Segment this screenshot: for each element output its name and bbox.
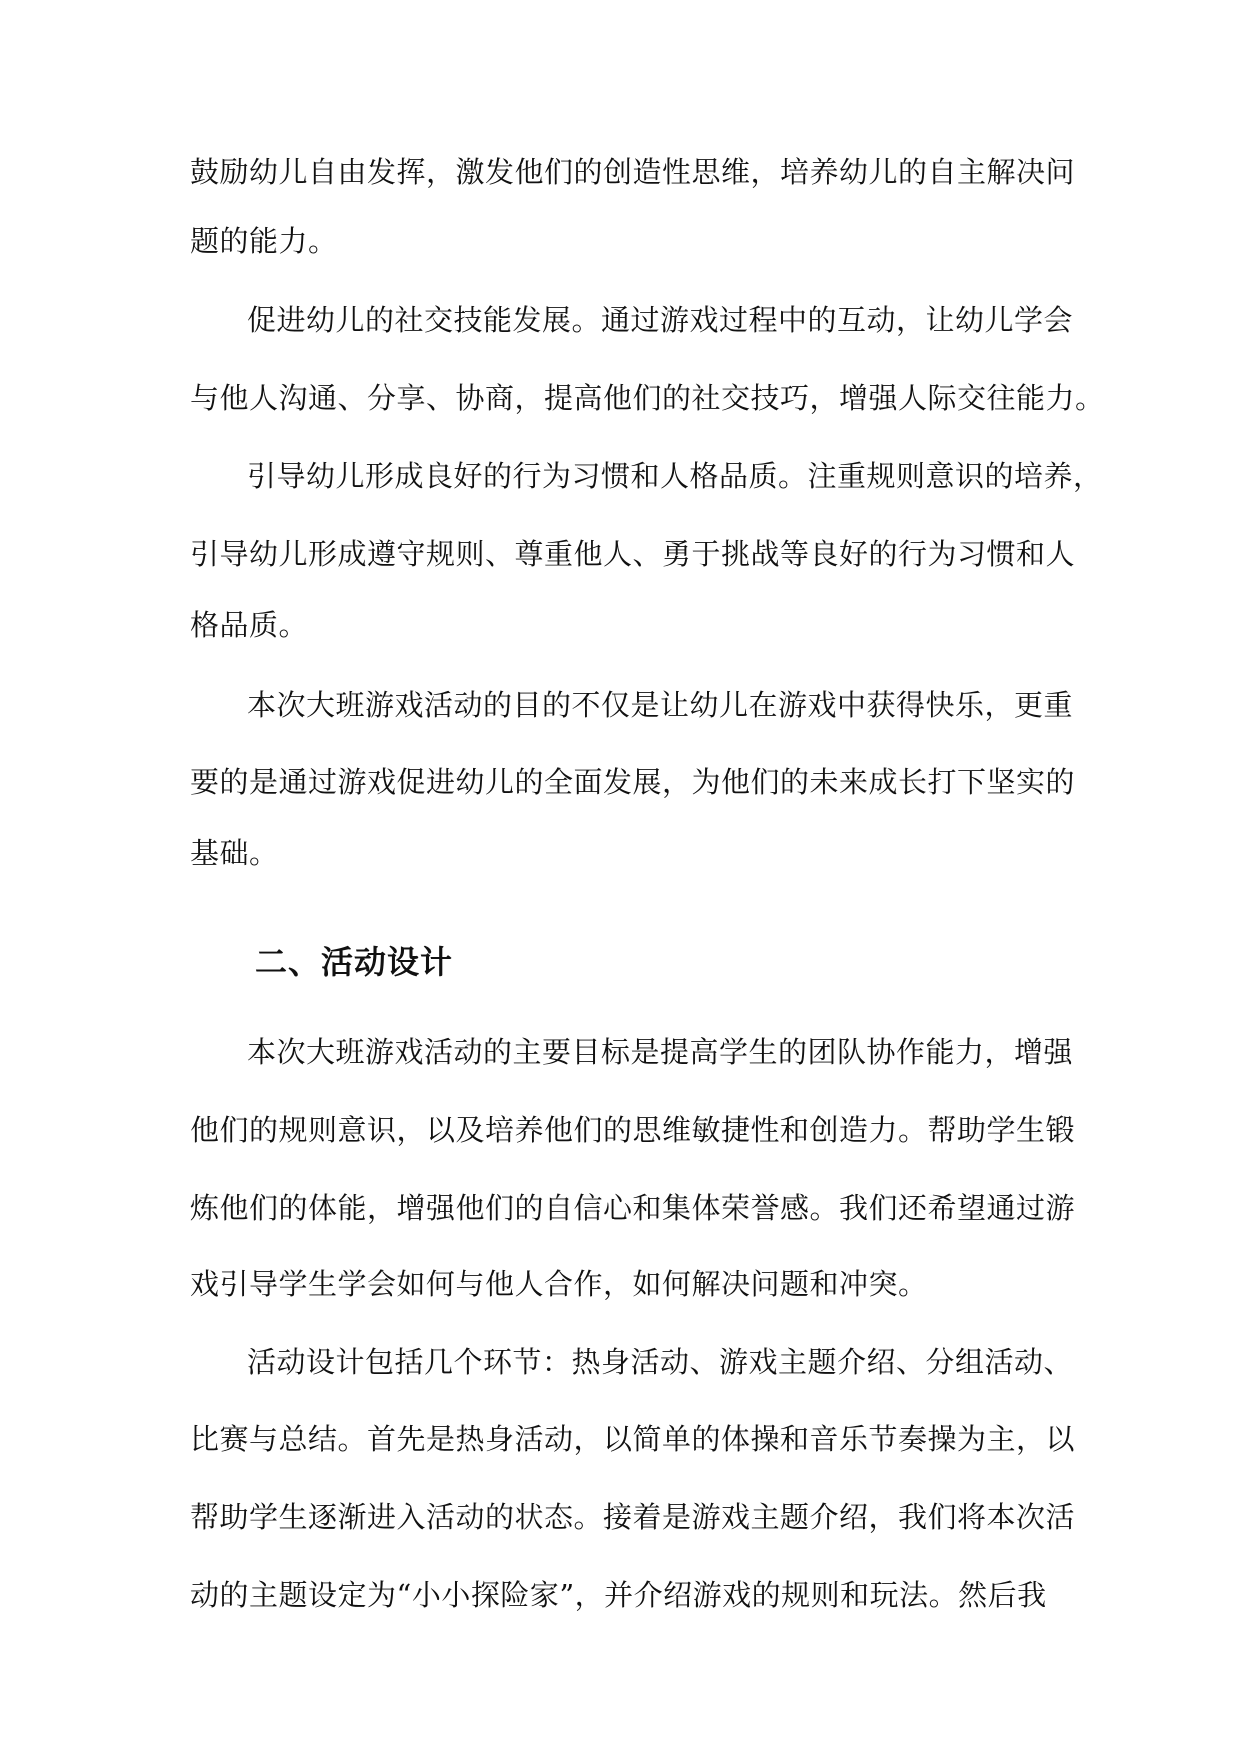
paragraph-line: 本次大班游戏活动的目的不仅是让幼儿在游戏中获得快乐，更重 xyxy=(247,688,1074,722)
paragraph-line: 戏引导学生学会如何与他人合作，如何解决问题和冲突。 xyxy=(190,1267,928,1301)
paragraph-line: 格品质。 xyxy=(190,608,309,642)
paragraph-line: 促进幼儿的社交技能发展。通过游戏过程中的互动，让幼儿学会 xyxy=(247,303,1074,337)
paragraph-line: 帮助学生逐渐进入活动的状态。接着是游戏主题介绍，我们将本次活 xyxy=(190,1500,1076,1534)
paragraph-line: 要的是通过游戏促进幼儿的全面发展，为他们的未来成长打下坚实的 xyxy=(190,765,1076,799)
paragraph-line: 比赛与总结。首先是热身活动，以简单的体操和音乐节奏操为主，以 xyxy=(190,1422,1076,1456)
paragraph-line: 动的主题设定为“小小探险家”，并介绍游戏的规则和玩法。然后我 xyxy=(190,1578,1047,1612)
paragraph-line: 他们的规则意识，以及培养他们的思维敏捷性和创造力。帮助学生锻 xyxy=(190,1113,1076,1147)
paragraph-line: 基础。 xyxy=(190,836,279,870)
paragraph-line: 鼓励幼儿自由发挥，激发他们的创造性思维，培养幼儿的自主解决问 xyxy=(190,155,1076,189)
paragraph-line: 引导幼儿形成遵守规则、尊重他人、勇于挑战等良好的行为习惯和人 xyxy=(190,537,1076,571)
paragraph-line: 题的能力。 xyxy=(190,224,338,258)
paragraph-line: 本次大班游戏活动的主要目标是提高学生的团队协作能力，增强 xyxy=(247,1035,1074,1069)
paragraph-line: 炼他们的体能，增强他们的自信心和集体荣誉感。我们还希望通过游 xyxy=(190,1191,1076,1225)
section-heading: 二、活动设计 xyxy=(255,943,454,981)
paragraph-line: 活动设计包括几个环节：热身活动、游戏主题介绍、分组活动、 xyxy=(247,1345,1074,1379)
paragraph-line: 引导幼儿形成良好的行为习惯和人格品质。注重规则意识的培养， xyxy=(247,459,1103,493)
paragraph-line: 与他人沟通、分享、协商，提高他们的社交技巧，增强人际交往能力。 xyxy=(190,381,1105,415)
